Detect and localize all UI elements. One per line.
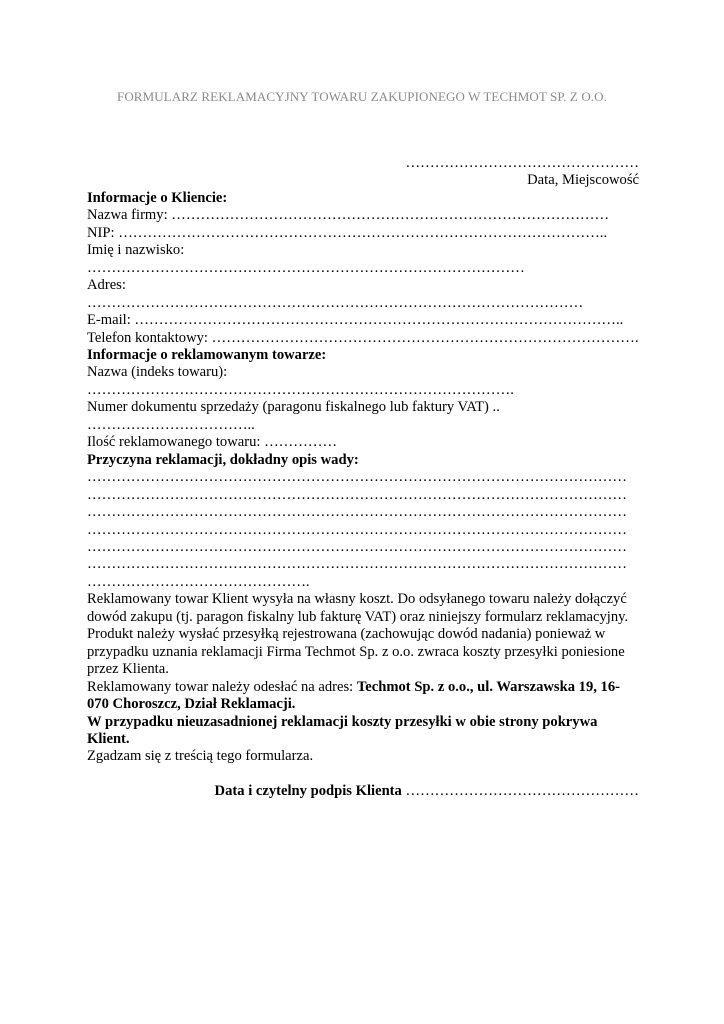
sales-doc-field[interactable]: …………………………….. [87, 416, 255, 433]
full-name-field[interactable]: ……………………………………………………………………………… [87, 259, 525, 276]
full-name-label: Imię i nazwisko: [87, 242, 185, 259]
reason-line[interactable]: ………………………………………………………………………………………………… [87, 469, 627, 486]
date-place-dots[interactable]: ………………………………………… [405, 155, 639, 171]
company-name-field[interactable]: Nazwa firmy: ……………………………………………………………………………… [87, 207, 610, 224]
return-address-intro: Reklamowany towar należy odesłać na adres: [87, 678, 357, 695]
client-section-heading: Informacje o Kliencie: [87, 189, 228, 206]
address-label: Adres: [87, 277, 126, 294]
product-section-heading: Informacje o reklamowanym towarze: [87, 346, 327, 363]
reason-section-heading: Przyczyna reklamacji, dokładny opis wady: [87, 451, 359, 468]
address-field[interactable]: ………………………………………………………………………………………… [87, 294, 584, 311]
reason-line[interactable]: ………………………………………………………………………………………………… [87, 521, 627, 538]
reason-line[interactable]: ………………………………………. [87, 573, 310, 590]
sales-doc-label: Numer dokumentu sprzedaży (paragonu fiskalnego lub faktury VAT) .. [87, 399, 500, 416]
form-title: FORMULARZ REKLAMACYJNY TOWARU ZAKUPIONEGO W TECHMOT SP. Z O.O. [116, 89, 607, 104]
signature-label: Data i czytelny podpis Klienta [214, 782, 402, 799]
form-body [87, 155, 639, 800]
registered-shipment-paragraph: Produkt należy wysłać przesyłką rejestrowana (zachowując dowód nadania) ponieważ w przypadku uznania reklamacji Firma Techmot Sp. z o.o. zwraca koszty przesyłki poniesione przez Klienta. [87, 626, 625, 678]
email-field[interactable]: E-mail: ……………………………………………………………………………………….. [87, 312, 624, 329]
phone-field[interactable]: Telefon kontaktowy: ……………………………………………………………………………. [87, 329, 639, 346]
reason-line[interactable]: ………………………………………………………………………………………………… [87, 504, 627, 521]
product-name-field[interactable]: ……………………………………………………………………………. [87, 381, 514, 398]
reason-line[interactable]: ………………………………………………………………………………………………… [87, 538, 627, 555]
nip-field[interactable]: NIP: ……………………………………………………………………………………….. [87, 224, 608, 241]
return-address-paragraph [87, 679, 639, 714]
reason-line[interactable]: ………………………………………………………………………………………………… [87, 556, 627, 573]
return-address: Techmot Sp. z o.o., ul. Warszawska 19, 16-070 Choroszcz, Dział Reklamacji. [87, 678, 621, 713]
consent-statement: Zgadzam się z treścią tego formularza. [87, 748, 314, 765]
product-name-label: Nazwa (indeks towaru): [87, 364, 228, 381]
signature-field[interactable]: ………………………………………… [401, 782, 639, 799]
quantity-field[interactable]: Ilość reklamowanego towaru: …………… [87, 434, 338, 451]
reason-line[interactable]: ………………………………………………………………………………………………… [87, 486, 627, 503]
unjustified-claim-paragraph: W przypadku nieuzasadnionej reklamacji koszty przesyłki w obie strony pokrywa Klient. [87, 713, 598, 747]
signature-line [87, 783, 639, 800]
shipping-cost-paragraph: Reklamowany towar Klient wysyła na własny koszt. Do odsyłanego towaru należy dołączyć dowód zakupu (tj. paragon fiskalny lub fakturę VAT) oraz niniejszy formularz reklamacyjny. [87, 591, 629, 625]
date-place-label: Data, Miejscowość [527, 172, 639, 189]
